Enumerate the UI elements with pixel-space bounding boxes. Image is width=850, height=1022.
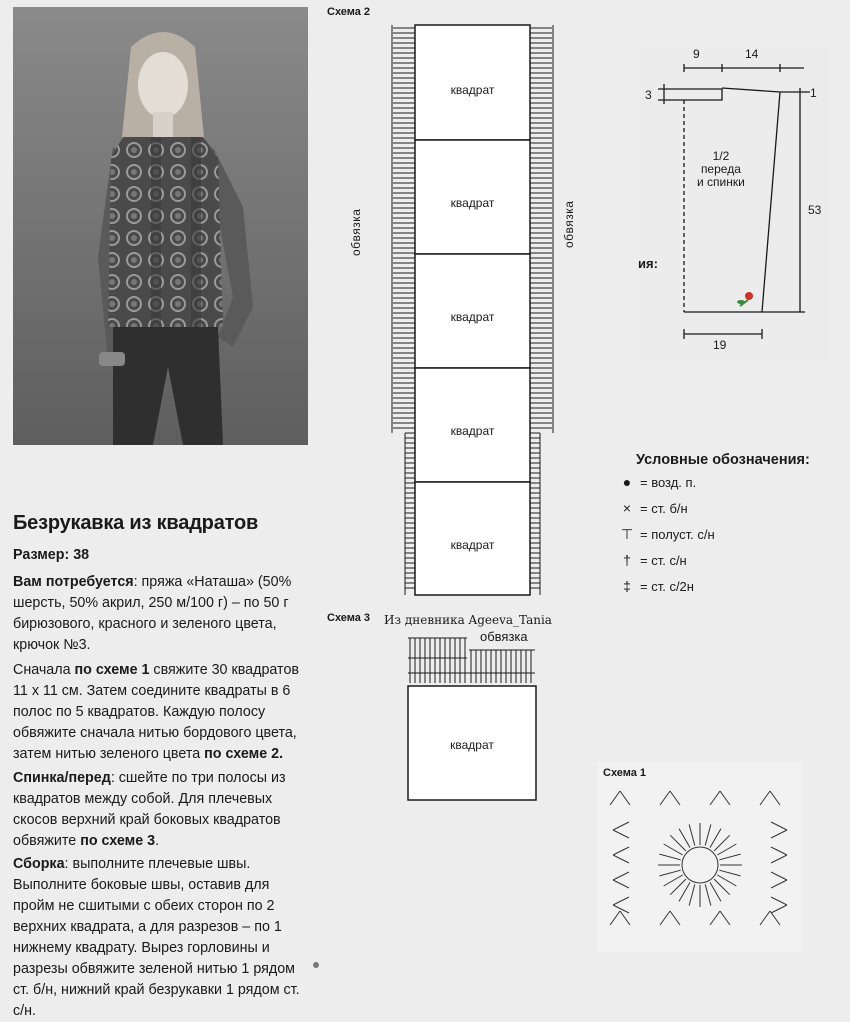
watermark: Из дневника Ageeva_Tania: [384, 613, 552, 627]
dim-14: 14: [745, 47, 759, 61]
double-dagger-icon: ‡: [623, 578, 631, 594]
legend-text: = ст. б/н: [640, 500, 688, 516]
assembly-paragraph: [13, 854, 313, 1022]
scheme2-diagram: [380, 18, 570, 598]
scheme2-edging-right: обвязка: [562, 200, 576, 248]
model-illustration: [13, 7, 308, 445]
p2-c: по схеме 3: [80, 833, 156, 849]
pattern-caption: ия:: [638, 256, 658, 271]
cross-icon: ×: [622, 500, 632, 516]
legend-text: = ст. с/н: [640, 552, 687, 568]
t-bar-icon: ⊤: [620, 526, 634, 542]
dim-19: 19: [713, 338, 727, 352]
legend-text: = полуст. с/н: [640, 527, 715, 542]
decor-dot: [313, 962, 319, 968]
scheme2-square-4: квадрат: [450, 424, 495, 438]
scheme2-label: Схема 2: [327, 6, 371, 18]
rose-icon: [737, 292, 753, 306]
dim-53: 53: [808, 203, 822, 217]
legend-text: = возд. п.: [640, 474, 697, 490]
scheme3-square: квадрат: [450, 738, 494, 752]
p2-d: .: [155, 833, 160, 849]
scheme3-diagram: [405, 628, 540, 803]
pattern-piece-label: 1/2 переда и спинки: [697, 149, 745, 189]
scheme2-square-2: квадрат: [450, 196, 495, 210]
p1-c: свяжите 30 квадратов 11 х 11 см. Затем соедините квадраты в 6 полос по 5 квадратов. Каждую полосу обвяжите сначала нитью бордового цвета, затем нитью зеленого цвета: [13, 662, 299, 762]
dim-1: 1: [810, 86, 817, 100]
legend-text: = ст. с/2н: [640, 578, 694, 594]
materials-paragraph: [13, 572, 313, 656]
p3-b: : выполните плечевые швы. Выполните боковые швы, оставив для пройм не сшитыми с обеих сторон по 2 верхних квадрата, а для разрезов – по 1 нижнему квадрату. Вырез горловины и разрезы обвяжите зеленой нитью 1 рядом ст. б/н, нижний край безрукавки 1 рядом ст. с/н.: [13, 856, 300, 1019]
legend-item: [620, 500, 688, 516]
materials-label: Вам потребуется: [13, 574, 134, 590]
dagger-icon: †: [623, 552, 631, 568]
p1-a: Сначала: [13, 662, 75, 678]
scheme2-square-1: квадрат: [450, 83, 495, 97]
size-line: Размер: 38: [13, 547, 90, 563]
p2-a: Спинка/перед: [13, 770, 111, 786]
p1-d: по схеме 2.: [204, 746, 284, 762]
legend-title: Условные обозначения:: [636, 452, 810, 468]
legend-item: [620, 526, 715, 543]
dim-9: 9: [693, 47, 700, 61]
scheme2-square-5: квадрат: [450, 538, 495, 552]
legend-item: [620, 474, 696, 490]
scheme1-diagram: [605, 785, 795, 945]
scheme2-edging-left: обвязка: [349, 208, 363, 256]
legend-item: [620, 578, 694, 594]
scheme1-label: Схема 1: [603, 767, 647, 779]
model-photo: [13, 7, 308, 445]
p2-b: : сшейте по три полосы из квадратов между собой. Для плечевых скосов верхний край боковых квадратов обвяжите: [13, 770, 286, 849]
article-title: Безрукавка из квадратов: [13, 512, 259, 534]
back-front-paragraph: [13, 768, 313, 852]
pattern-drawing: [640, 44, 830, 359]
p1-b: по схеме 1: [74, 662, 150, 678]
scheme3-label: Схема 3: [327, 612, 371, 624]
p3-a: Сборка: [13, 856, 65, 872]
scheme3-edging-label: обвязка: [480, 629, 528, 644]
instructions-paragraph: [13, 660, 313, 765]
scheme2-square-3: квадрат: [450, 310, 495, 324]
dim-3: 3: [645, 88, 652, 102]
filled-dot-icon: ●: [622, 474, 632, 490]
legend-item: [620, 552, 687, 568]
materials-text: : пряжа «Наташа» (50% шерсть, 50% акрил, 250 м/100 г) – по 50 г бирюзового, красного и зеленого цвета, крючок №3.: [13, 574, 292, 653]
